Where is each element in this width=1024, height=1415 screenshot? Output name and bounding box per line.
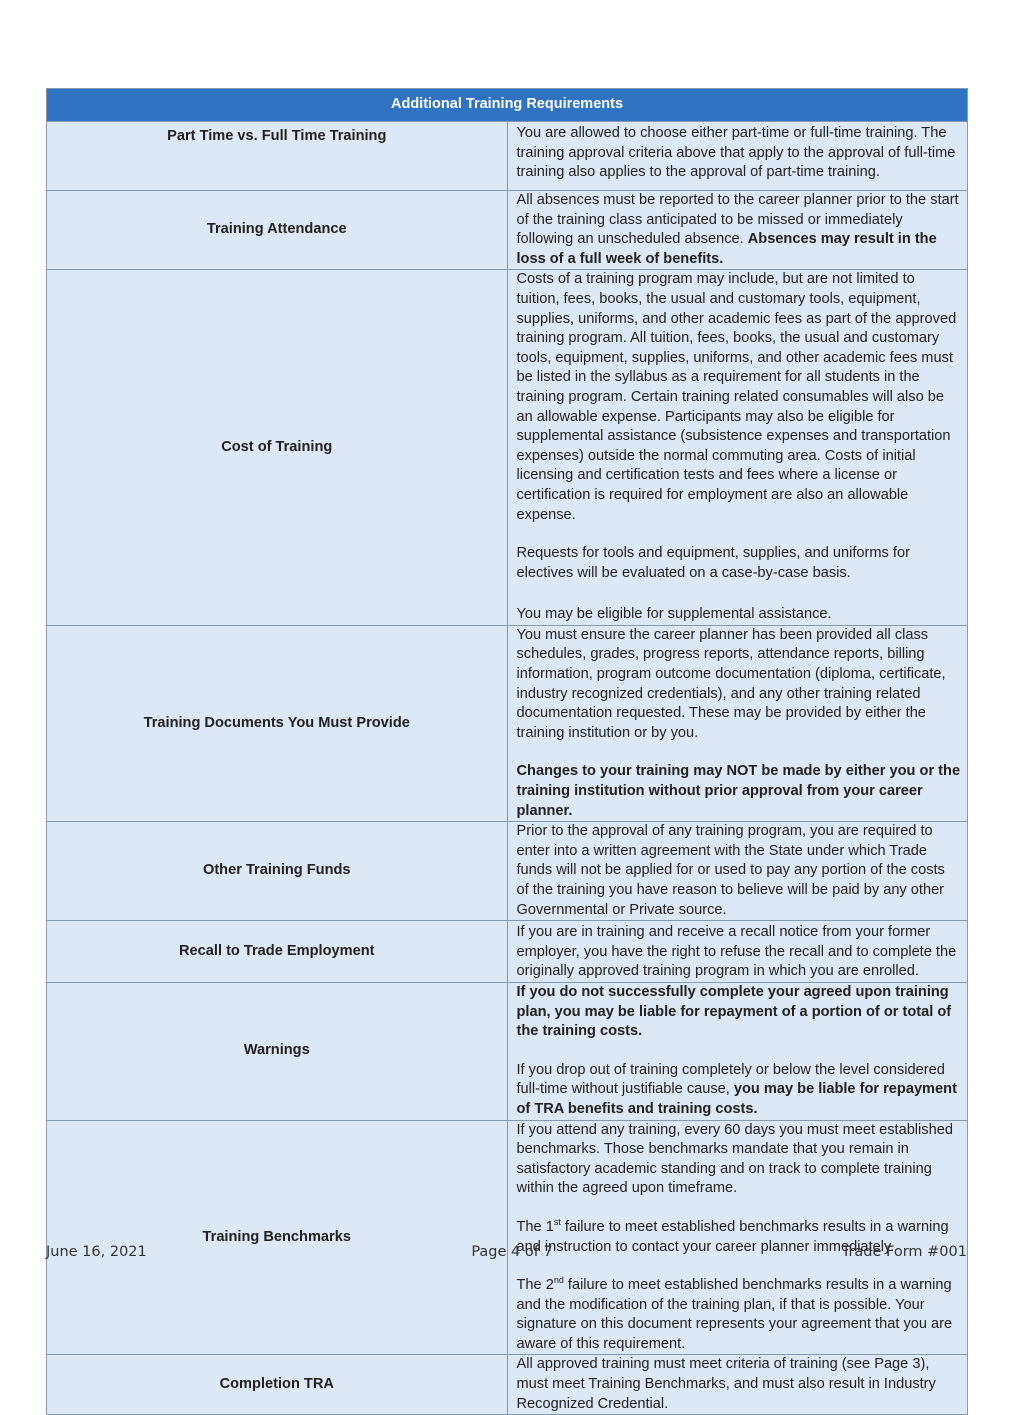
row-content xyxy=(507,822,968,921)
row-content xyxy=(507,1120,968,1355)
footer-form-number: Trade Form #001 xyxy=(841,1244,967,1260)
row-label: Cost of Training xyxy=(47,270,508,626)
row-paragraph: Costs of a training program may include, but are not limited to tuition, fees, books, the usual and customary tools, equipment, supplies, uniforms, and other academic fees as part of the approved training program. All tuition, fees, books, the usual and customary tools, equipment, supplies, uniforms, and other academic fees must be listed in the syllabus as a requirement for all students in the training program. Certain training related consumables will also be an allowable expense. Participants may also be eligible for supplemental assistance (subsistence expenses and transportation expenses) outside the normal commuting area. Costs of initial licensing and certification tests and fees where a license or certification is required for employment are also an allowable expense. xyxy=(516,271,957,523)
row-recall xyxy=(47,921,968,983)
row-completion xyxy=(47,1355,968,1415)
row-text: If you are in training and receive a recall notice from your former employer, you have the right to refuse the recall and to complete the originally approved training program in which you are enrolled. xyxy=(516,924,957,980)
table-header-row xyxy=(47,89,968,122)
row-label: Part Time vs. Full Time Training xyxy=(47,122,508,191)
row-text: If you drop out of training completely or below the level considered full-time without justifiable cause, xyxy=(516,1061,945,1098)
row-paragraph: Requests for tools and equipment, supplies, and uniforms for electives will be evaluated on a case-by-case basis. xyxy=(516,545,910,581)
row-label: Training Documents You Must Provide xyxy=(47,625,508,821)
row-content xyxy=(507,1355,968,1415)
row-cost xyxy=(47,270,968,626)
row-content xyxy=(507,191,968,270)
ordinal-suffix: st xyxy=(553,1217,561,1228)
row-text: failure to meet established benchmarks results in a warning and the modification of the training plan, if that is possible. Your signature on this document represents your agreement that you are aware of this requirement. xyxy=(516,1277,953,1352)
row-bold-text: Changes to your training may NOT be made by either you or the training institution without prior approval from your career planner. xyxy=(516,763,961,819)
row-part-time xyxy=(47,122,968,191)
footer-page-number: Page 4 of 7 xyxy=(471,1244,553,1260)
row-paragraph: You may be eligible for supplemental assistance. xyxy=(516,606,832,623)
row-warnings xyxy=(47,982,968,1120)
row-text: The 1 xyxy=(516,1218,554,1235)
row-content xyxy=(507,625,968,821)
row-text: You are allowed to choose either part-time or full-time training. The training approval criteria above that apply to the approval of full-time training also applies to the approval of part-time training. xyxy=(516,125,956,181)
row-label: Recall to Trade Employment xyxy=(47,921,508,983)
ordinal-suffix: nd xyxy=(553,1275,564,1286)
row-label: Other Training Funds xyxy=(47,822,508,921)
row-content xyxy=(507,270,968,626)
row-other-funds xyxy=(47,822,968,921)
row-attendance xyxy=(47,191,968,270)
row-content xyxy=(507,921,968,983)
table-title: Additional Training Requirements xyxy=(47,89,968,122)
row-text: All absences must be reported to the career planner prior to the start of the training class anticipated to be missed or immediately following an unscheduled absence. xyxy=(516,192,959,248)
row-content xyxy=(507,982,968,1120)
row-bold-text: Absences may result in the loss of a full week of benefits. xyxy=(516,231,937,267)
footer-date: June 16, 2021 xyxy=(46,1244,147,1260)
row-text: failure to meet established benchmarks results in a warning and instruction to contact your career planner immediately. xyxy=(516,1218,949,1255)
row-label: Training Attendance xyxy=(47,191,508,270)
row-label: Warnings xyxy=(47,982,508,1120)
row-benchmarks xyxy=(47,1120,968,1355)
row-content xyxy=(507,122,968,191)
row-text: All approved training must meet criteria of training (see Page 3), must meet Training Benchmarks, and must also result in Industry Recognized Credential. xyxy=(516,1356,936,1412)
row-documents xyxy=(47,625,968,821)
row-label: Training Benchmarks xyxy=(47,1120,508,1355)
requirements-table xyxy=(46,88,968,1415)
row-paragraph: You must ensure the career planner has been provided all class schedules, grades, progress reports, attendance reports, billing information, program outcome documentation (diploma, certificate, industry recognized credentials), and any other training related documentation requested. These may be provided by either the training institution or by you. xyxy=(516,626,946,741)
row-bold-text: you may be liable for repayment of TRA benefits and training costs. xyxy=(516,1081,957,1117)
row-bold-text: If you do not successfully complete your agreed upon training plan, you may be liable for repayment of a portion of or total of the training costs. xyxy=(516,983,952,1040)
row-label: Completion TRA xyxy=(47,1355,508,1415)
row-paragraph: If you attend any training, every 60 days you must meet established benchmarks. Those benchmarks mandate that you remain in satisfactory academic standing and on track to complete training within the agreed upon timeframe. xyxy=(516,1121,953,1197)
row-text: The 2 xyxy=(516,1277,554,1294)
row-text: Prior to the approval of any training program, you are required to enter into a written agreement with the State under which Trade funds will not be applied for or used to pay any portion of the costs of the training you have reason to believe will be paid by any other Governmental or Private source. xyxy=(516,823,945,918)
